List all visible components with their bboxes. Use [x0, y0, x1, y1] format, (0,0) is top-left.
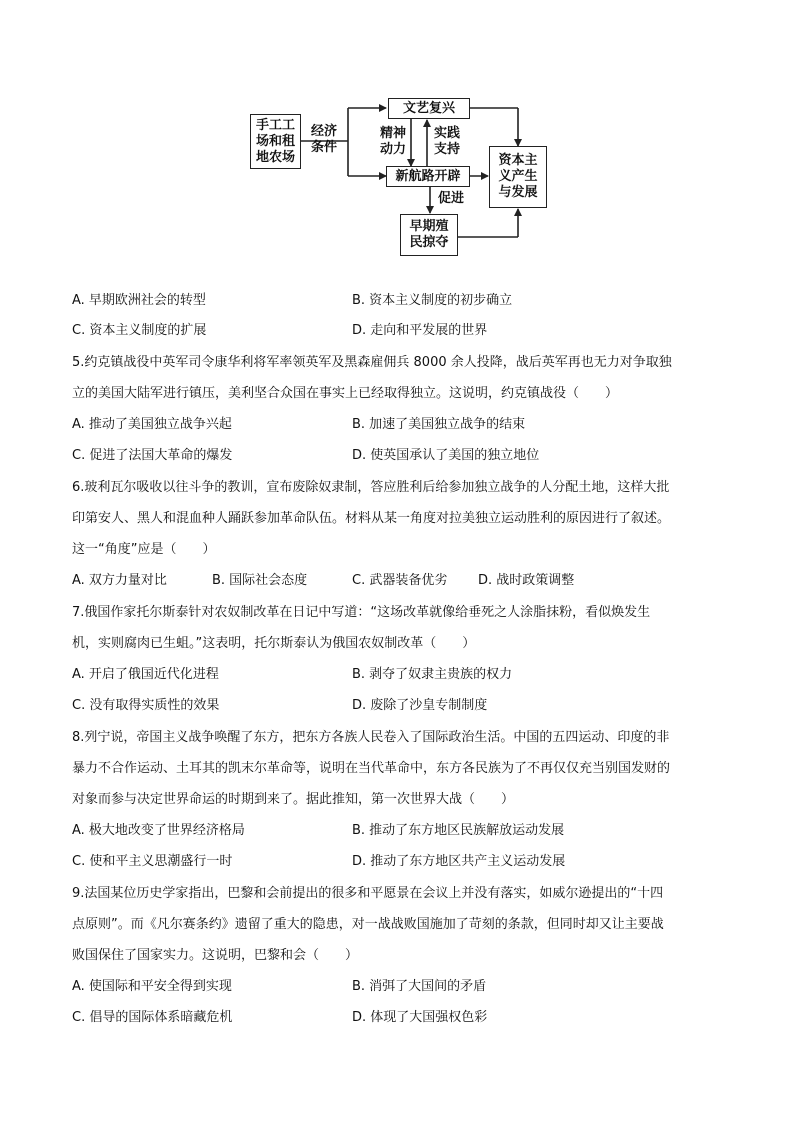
new-route-label: 新航路开辟: [395, 168, 461, 184]
q5-option-d: D. 使英国承认了美国的独立地位: [352, 448, 540, 463]
q6-option-a: A. 双方力量对比: [72, 573, 167, 588]
q6-stem-line3: 这一“角度”应是（ ）: [72, 542, 216, 557]
q6-stem-line2: 印第安人、黑人和混血种人踊跃参加革命队伍。材料从某一角度对拉美独立运动胜利的原因进行了叙述。: [72, 511, 671, 526]
capitalism-label: 资本主义产生与发展: [498, 153, 538, 200]
q4-option-a: A. 早期欧洲社会的转型: [72, 293, 206, 308]
flow-diagram: [0, 0, 794, 280]
q7-stem-line1: 7.俄国作家托尔斯泰针对农奴制改革在日记中写道：“这场改革就像给垂死之人涂脂抹粉，看似焕发生: [72, 605, 651, 620]
q9-option-b: B. 消弭了大国间的矛盾: [352, 979, 487, 994]
q5-option-b: B. 加速了美国独立战争的结束: [352, 417, 526, 432]
q9-stem-line3: 败国保住了国家实力。这说明，巴黎和会（ ）: [72, 948, 359, 963]
q4-option-c: C. 资本主义制度的扩展: [72, 323, 207, 338]
spiritual-motive-label: 精神动力: [379, 126, 406, 157]
economic-condition-label: 经济条件: [310, 124, 337, 155]
q8-stem-line3: 对象而参与决定世界命运的时期到来了。据此推知，第一次世界大战（ ）: [72, 792, 515, 807]
colonial-box: [400, 214, 458, 256]
q7-option-c: C. 没有取得实质性的效果: [72, 698, 220, 713]
q8-stem-line1: 8.列宁说，帝国主义战争唤醒了东方，把东方各族人民卷入了国际政治生活。中国的五四运动、印度的非: [72, 730, 670, 745]
q5-stem-line2: 立的美国大陆军进行镇压，美利坚合众国在事实上已经取得独立。这说明，约克镇战役（ ）: [72, 386, 619, 401]
renaissance-box: [388, 98, 470, 119]
q6-stem-line1: 6.玻利瓦尔吸收以往斗争的教训，宣布废除奴隶制，答应胜利后给参加独立战争的人分配土地，这样大批: [72, 480, 670, 495]
q9-option-a: A. 使国际和平安全得到实现: [72, 979, 232, 994]
q7-option-a: A. 开启了俄国近代化进程: [72, 667, 219, 682]
q9-stem-line1: 9.法国某位历史学家指出，巴黎和会前提出的很多和平愿景在会议上并没有落实，如威尔逊提出的“十四: [72, 886, 664, 901]
handicraft-box: [250, 114, 301, 169]
practice-support-label: 实践支持: [433, 126, 460, 157]
q6-option-d: D. 战时政策调整: [478, 573, 575, 588]
q7-stem-line2: 机，实则腐肉已生蛆。”这表明，托尔斯泰认为俄国农奴制改革（ ）: [72, 636, 476, 651]
q7-option-b: B. 剥夺了奴隶主贵族的权力: [352, 667, 513, 682]
q9-option-d: D. 体现了大国强权色彩: [352, 1010, 488, 1025]
handicraft-label: 手工工场和租地农场: [255, 117, 295, 165]
q4-option-b: B. 资本主义制度的初步确立: [352, 293, 513, 308]
q7-option-d: D. 废除了沙皇专制制度: [352, 698, 488, 713]
q5-stem-line1: 5.约克镇战役中英军司令康华利将军率领英军及黑森雇佣兵 8000 余人投降，战后英军再也无力对争取独: [72, 355, 672, 370]
q6-option-b: B. 国际社会态度: [212, 573, 308, 588]
q5-option-c: C. 促进了法国大革命的爆发: [72, 448, 233, 463]
q8-stem-line2: 暴力不合作运动、土耳其的凯末尔革命等，说明在当代革命中，东方各民族为了不再仅仅充当别国发财的: [72, 761, 671, 776]
new-route-box: [386, 166, 470, 187]
q8-option-b: B. 推动了东方地区民族解放运动发展: [352, 823, 565, 838]
q8-option-d: D. 推动了东方地区共产主义运动发展: [352, 854, 566, 869]
q8-option-a: A. 极大地改变了世界经济格局: [72, 823, 245, 838]
renaissance-label: 文艺复兴: [402, 100, 455, 116]
q9-option-c: C. 倡导的国际体系暗藏危机: [72, 1010, 233, 1025]
q5-option-a: A. 推动了美国独立战争兴起: [72, 417, 232, 432]
promote-label: 促进: [437, 191, 464, 206]
capitalism-box: [489, 146, 547, 208]
q9-stem-line2: 点原则”。而《凡尔赛条约》遗留了重大的隐患，对一战战败国施加了苛刻的条款，但同时却又让主要战: [72, 917, 664, 932]
q8-option-c: C. 使和平主义思潮盛行一时: [72, 854, 233, 869]
colonial-label: 早期殖民掠夺: [409, 219, 449, 250]
q6-option-c: C. 武器装备优劣: [352, 573, 448, 588]
q4-option-d: D. 走向和平发展的世界: [352, 323, 488, 338]
